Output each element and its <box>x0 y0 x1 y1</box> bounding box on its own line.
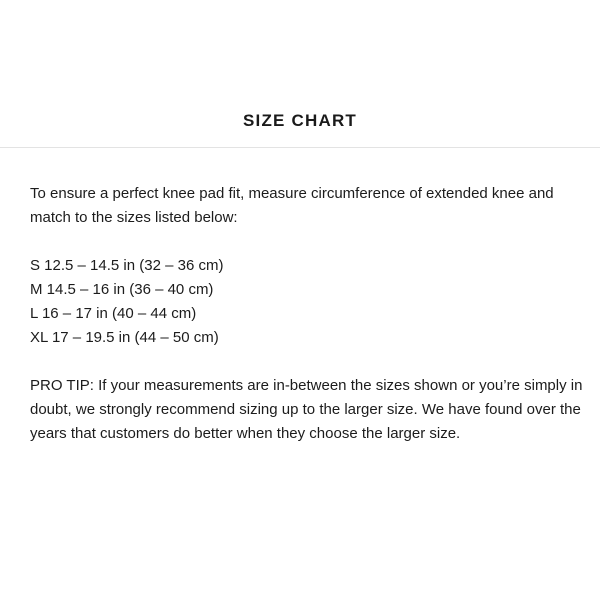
size-list <box>30 254 590 350</box>
size-row-s: S 12.5 – 14.5 in (32 – 36 cm) <box>30 257 224 274</box>
pro-tip-text: PRO TIP: If your measurements are in-between the sizes shown or you’re simply in doubt, we strongly recommend sizing up to the larger size. We have found over the years that customers do better when they choose the larger size. <box>30 377 583 442</box>
modal-body <box>30 182 590 446</box>
modal-header <box>0 96 600 148</box>
size-chart-intro: To ensure a perfect knee pad fit, measure circumference of extended knee and match to the sizes listed below: <box>30 185 554 226</box>
size-row-xl: XL 17 – 19.5 in (44 – 50 cm) <box>30 329 219 346</box>
modal-title: SIZE CHART <box>243 111 357 130</box>
size-row-l: L 16 – 17 in (40 – 44 cm) <box>30 305 197 322</box>
size-row-m: M 14.5 – 16 in (36 – 40 cm) <box>30 281 214 298</box>
